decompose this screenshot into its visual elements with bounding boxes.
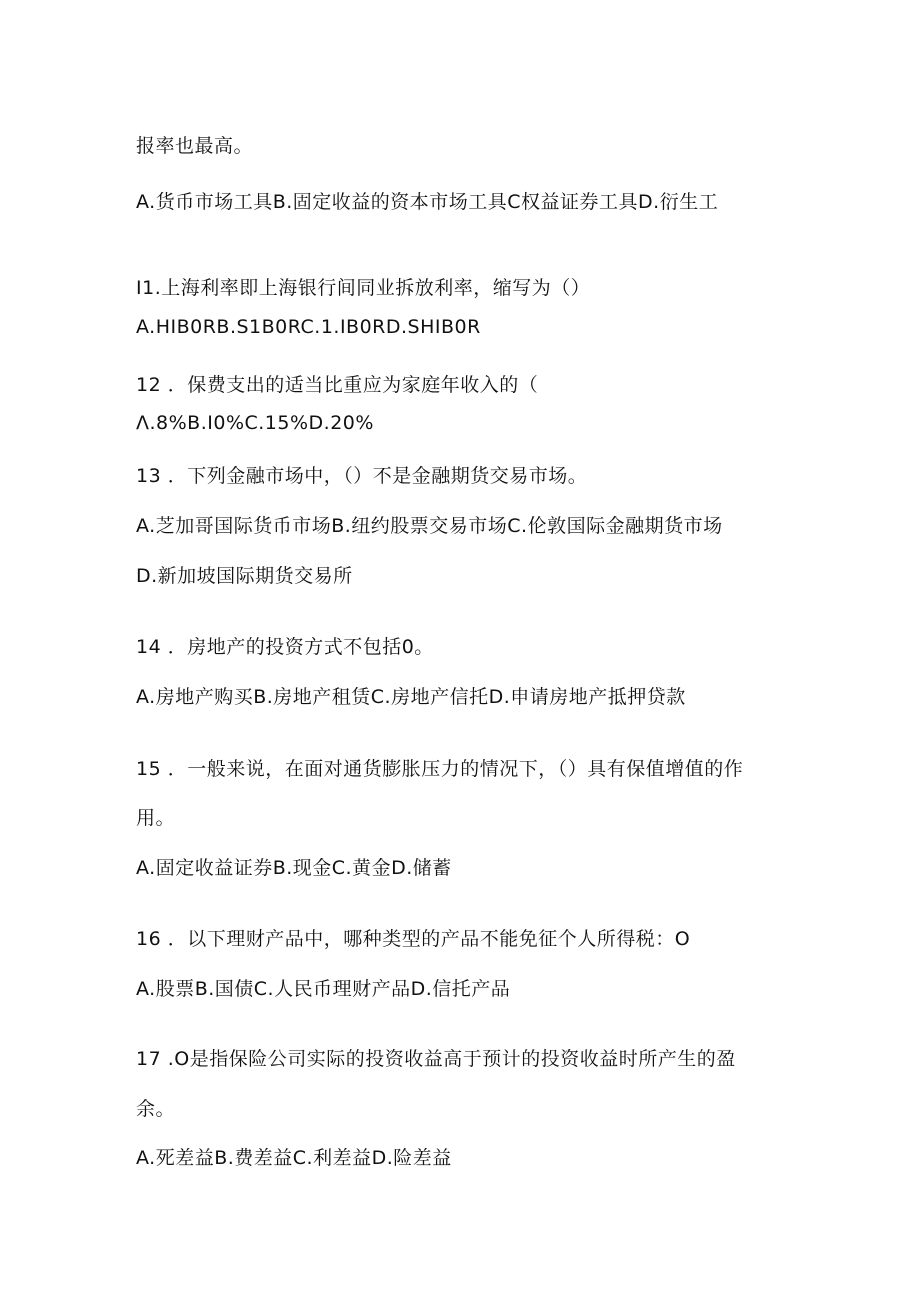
text-line-q16-options: A.股票B.国债C.人民币理财产品D.信托产品	[136, 978, 511, 1000]
text-line-q11: I1.上海利率即上海银行间同业拆放利率，缩写为（）	[136, 277, 591, 299]
text-line-q14-options: A.房地产购买B.房地产租赁C.房地产信托D.申请房地产抵押贷款	[136, 686, 686, 708]
text-line-q12-options: Λ.8%B.I0%C.15%D.20%	[136, 412, 374, 434]
text-line-q10-options: A.货币市场工具B.固定收益的资本市场工具C权益证券工具D.衍生工	[136, 191, 719, 213]
text-line-q11-options: A.HIB0RB.S1B0RC.1.IB0RD.SHIB0R	[136, 316, 481, 338]
text-line-q12: 12 ．保费支出的适当比重应为家庭年收入的（	[136, 374, 539, 396]
text-line-q15-cont: 用。	[136, 807, 176, 829]
text-line-q13-options: A.芝加哥国际货币市场B.纽约股票交易市场C.伦敦国际金融期货市场	[136, 515, 723, 537]
text-line-q15: 15 ．一般来说，在面对通货膨胀压力的情况下，（）具有保值增值的作	[136, 758, 744, 780]
text-line-q17-cont: 余。	[136, 1098, 176, 1120]
text-line-q13-options-cont: D.新加坡国际期货交易所	[136, 565, 353, 587]
text-line-q15-options: A.固定收益证券B.现金C.黄金D.储蓄	[136, 857, 452, 879]
text-line-q17: 17 .O是指保险公司实际的投资收益高于预计的投资收益时所产生的盈	[136, 1048, 736, 1070]
text-line-q14: 14 ．房地产的投资方式不包括0。	[136, 636, 434, 658]
text-line-q13: 13 ．下列金融市场中，（）不是金融期货交易市场。	[136, 465, 588, 487]
text-line-q10-continuation: 报率也最高。	[136, 135, 254, 157]
text-line-q17-options: A.死差益B.费差益C.利差益D.险差益	[136, 1147, 452, 1169]
text-line-q16: 16 ．以下理财产品中，哪种类型的产品不能免征个人所得税：O	[136, 928, 691, 950]
